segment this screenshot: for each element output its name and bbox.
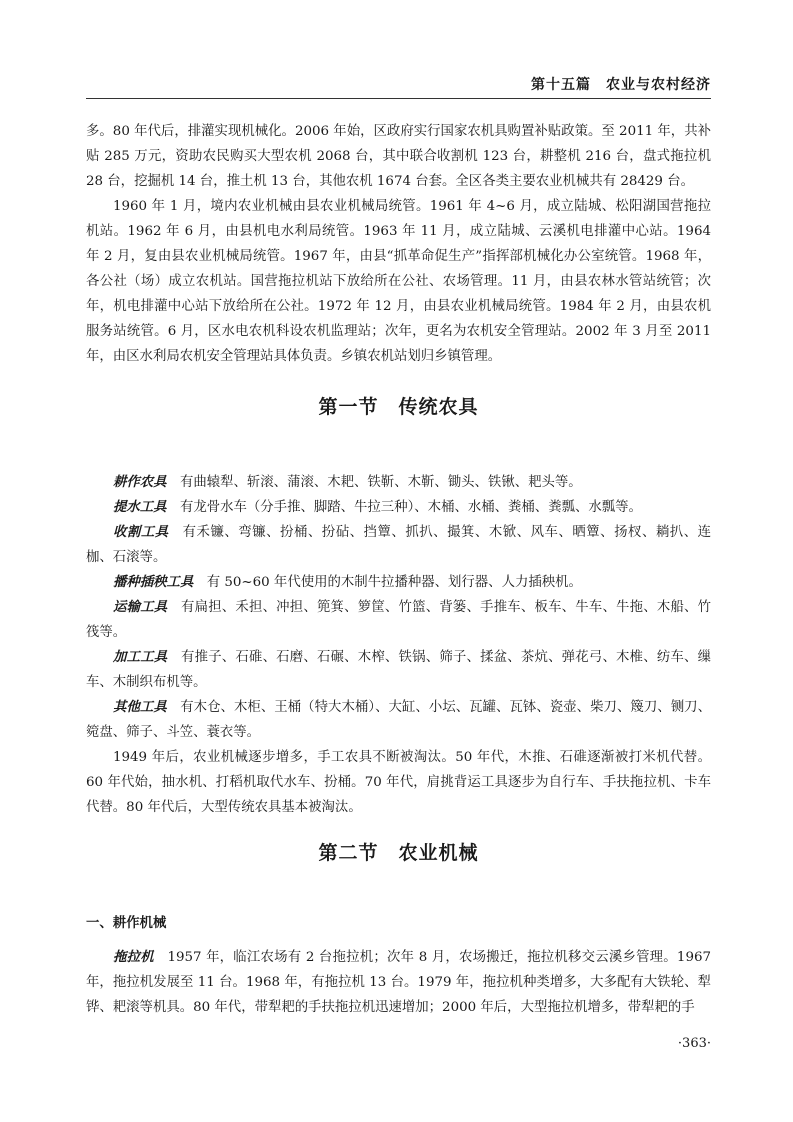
tool-description: 有曲辕犁、斩滚、蒲滚、木耙、铁靳、木靳、锄头、铁锹、耙头等。 [179,475,582,490]
tractor-term: 拖拉机 [113,950,154,965]
tractor-description: 1957 年，临江农场有 2 台拖拉机；次年 8 月，农场搬迁，拖拉机移交云溪乡管理。1967 年，拖拉机发展至 11 台。1968 年，有拖拉机 13 台。1979 年，拖拉机种类增多，大多配有大铁轮、犁铧、耙滚等机具。80 年代，带犁耙的手扶拖拉机迅速增加；2000 年后，大型拖拉机增多，带犁耙的手 [86,950,712,1015]
tool-term: 运输工具 [113,600,168,615]
tool-description: 有木仓、木柜、王桶（特大木桶）、大缸、小坛、瓦罐、瓦钵、瓷壶、柴刀、篾刀、铡刀、箢盘、筛子、斗笠、蓑衣等。 [86,700,712,740]
intro-paragraph-2: 1960 年 1 月，境内农业机械由县农业机械局统管。1961 年 4~6 月，成立陆城、松阳湖国营拖拉机站。1962 年 6 月，由县机电水利局统管。1963 年 11 月，成立陆城、云溪机电排灌中心站。1964 年 2 月，复由县农业机械局统管。1967 年，由县“抓革命促生产”指挥部机械化办公室统管。1968 年，各公社（场）成立农机站。国营拖拉机站下放给所在公社、农场管理。11 月，由县农林水管站统管；次年，机电排灌中心站下放给所在公社。1972 年 12 月，由县农业机械局统管。1984 年 2 月，由县农机服务站统管。6 月，区水电农机科设农机监理站；次年，更名为农机安全管理站。2002 年 3 月至 2011 年，由区水利局农机安全管理站具体负责。乡镇农机站划归乡镇管理。 [86,199,711,364]
section-2-title: 第二节 农业机械 [318,842,479,864]
tool-term: 播种插秧工具 [113,575,194,590]
tool-item-transport [86,595,711,645]
section-1-title: 第一节 传统农具 [318,396,479,418]
subsection-heading: 一、耕作机械 [86,916,167,931]
tool-term: 提水工具 [113,500,167,515]
tool-description: 有龙骨水车（分手推、脚踏、牛拉三种）、木桶、水桶、粪桶、粪瓢、水瓢等。 [179,500,642,515]
tool-description: 有推子、石碓、石磨、石碾、木榨、铁锅、筛子、揉盆、茶炕、弹花弓、木椎、纺车、缫车、木制织布机等。 [86,650,712,690]
chapter-title: 第十五篇 农业与农村经济 [531,77,711,93]
tool-term: 耕作农具 [113,475,167,490]
tool-item-harvest [86,520,711,570]
tool-description: 有 50~60 年代使用的木制牛拉播种器、划行器、人力插秧机。 [206,575,582,590]
tool-description: 有禾镰、弯镰、扮桶、扮砧、挡簟、抓扒、撮箕、木锨、风车、晒簟、扬杈、耥扒、连枷、石滚等。 [86,525,712,565]
section-1-closing-paragraph: 1949 年后，农业机械逐步增多，手工农具不断被淘汰。50 年代，木推、石碓逐渐被打米机代替。60 年代始，抽水机、打稻机取代水车、扮桶。70 年代，肩挑背运工具逐步为自行车、手扶拖拉机、卡车代替。80 年代后，大型传统农具基本被淘汰。 [86,750,711,815]
tool-term: 其他工具 [113,700,167,715]
tool-item-other [86,695,711,745]
tool-term: 加工工具 [113,650,168,665]
intro-paragraph-1: 多。80 年代后，排灌实现机械化。2006 年始，区政府实行国家农机具购置补贴政策。至 2011 年，共补贴 285 万元，资助农民购买大型农机 2068 台，其中联合收割机 123 台，耕整机 216 台，盘式拖拉机 28 台，挖掘机 14 台，推土机 13 台，其他农机 1674 台套。全区各类主要农业机械共有 28429 台。 [86,124,711,189]
tool-item-irrigation [86,495,711,520]
tractor-paragraph [86,945,711,1020]
tool-description: 有扁担、禾担、冲担、篼箕、箩筐、竹篮、背篓、手推车、板车、牛车、牛拖、木船、竹筏等。 [86,600,712,640]
tool-item-sowing [86,570,711,595]
tool-term: 收割工具 [113,525,169,540]
tool-item-processing [86,645,711,695]
running-header [86,72,711,99]
page-number: ·363· [677,1036,711,1051]
tool-item-farming [86,470,711,495]
